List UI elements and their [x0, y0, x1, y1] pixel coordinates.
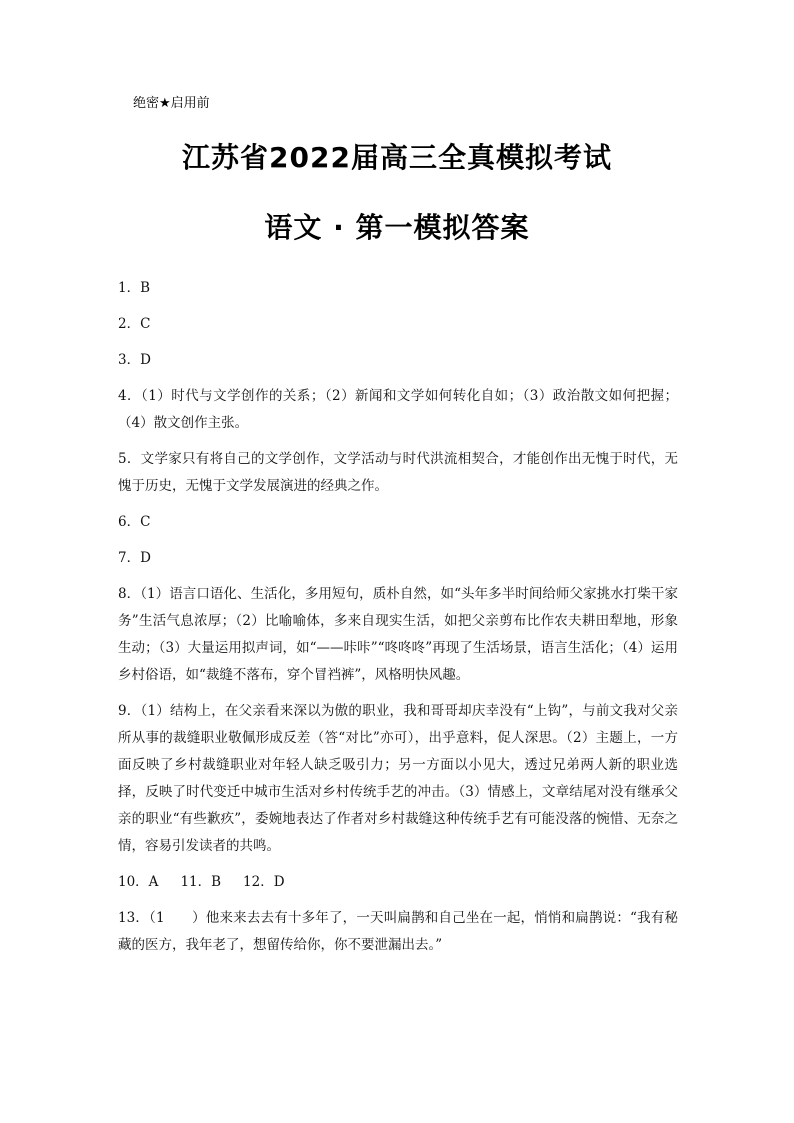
answer-7: 7．D: [118, 550, 151, 566]
confidential-label: 绝密★启用前: [133, 96, 210, 111]
answer-11: 11．B: [180, 874, 222, 890]
answer-13: 13．（1 ）他来来去去有十多年了，一天叫扁鹊和自己坐在一起，悄悄和扁鹊说：“我有秘藏的医方，我年老了，想留传给你，你不要泄漏出去。”: [118, 910, 678, 953]
document-subtitle: 语文 · 第一模拟答案: [264, 211, 530, 244]
answer-2: 2．C: [118, 316, 151, 332]
answer-8: 8．（1）语言口语化、生活化，多用短句，质朴自然，如“头年多半时间给师父家挑水打柴干家务”生活气息浓厚；（2）比喻喻体，多来自现实生活，如把父亲剪布比作农夫耕田犁地，形象生动；（3）大量运用拟声词，如“——咔咔”“咚咚咚”再现了生活场景，语言生活化；（4）运用乡村俗语，如“裁缝不落布，穿个冒裆裤”，风格明快风趣。: [118, 586, 678, 683]
answer-3: 3．D: [118, 352, 151, 368]
document-title: 江苏省2022届高三全真模拟考试: [182, 141, 612, 174]
answer-6: 6．C: [118, 514, 151, 530]
answer-4: 4．（1）时代与文学创作的关系；（2）新闻和文学如何转化自如；（3）政治散文如何把握；（4）散文创作主张。: [118, 388, 678, 431]
answers-10-12: [118, 869, 678, 896]
answer-10: 10．A: [118, 874, 159, 890]
answer-12: 12．D: [243, 874, 285, 890]
answer-5: 5．文学家只有将自己的文学创作，文学活动与时代洪流相契合，才能创作出无愧于时代，无愧于历史，无愧于文学发展演进的经典之作。: [118, 451, 678, 494]
answer-list: [118, 275, 678, 968]
answer-9: 9．（1）结构上，在父亲看来深以为傲的职业，我和哥哥却庆幸没有“上钩”，与前文我对父亲所从事的裁缝职业敬佩形成反差（答“对比”亦可），出乎意料，促人深思。（2）主题上，一方面反映了乡村裁缝职业对年轻人缺乏吸引力；另一方面以小见大，透过兄弟两人新的职业选择，反映了时代变迁中城市生活对乡村传统手艺的冲击。（3）情感上，文章结尾对没有继承父亲的职业“有些歉疚”，委婉地表达了作者对乡村裁缝这种传统手艺有可能没落的惋惜、无奈之情，容易引发读者的共鸣。: [118, 703, 678, 854]
answer-1: 1．B: [118, 280, 151, 296]
